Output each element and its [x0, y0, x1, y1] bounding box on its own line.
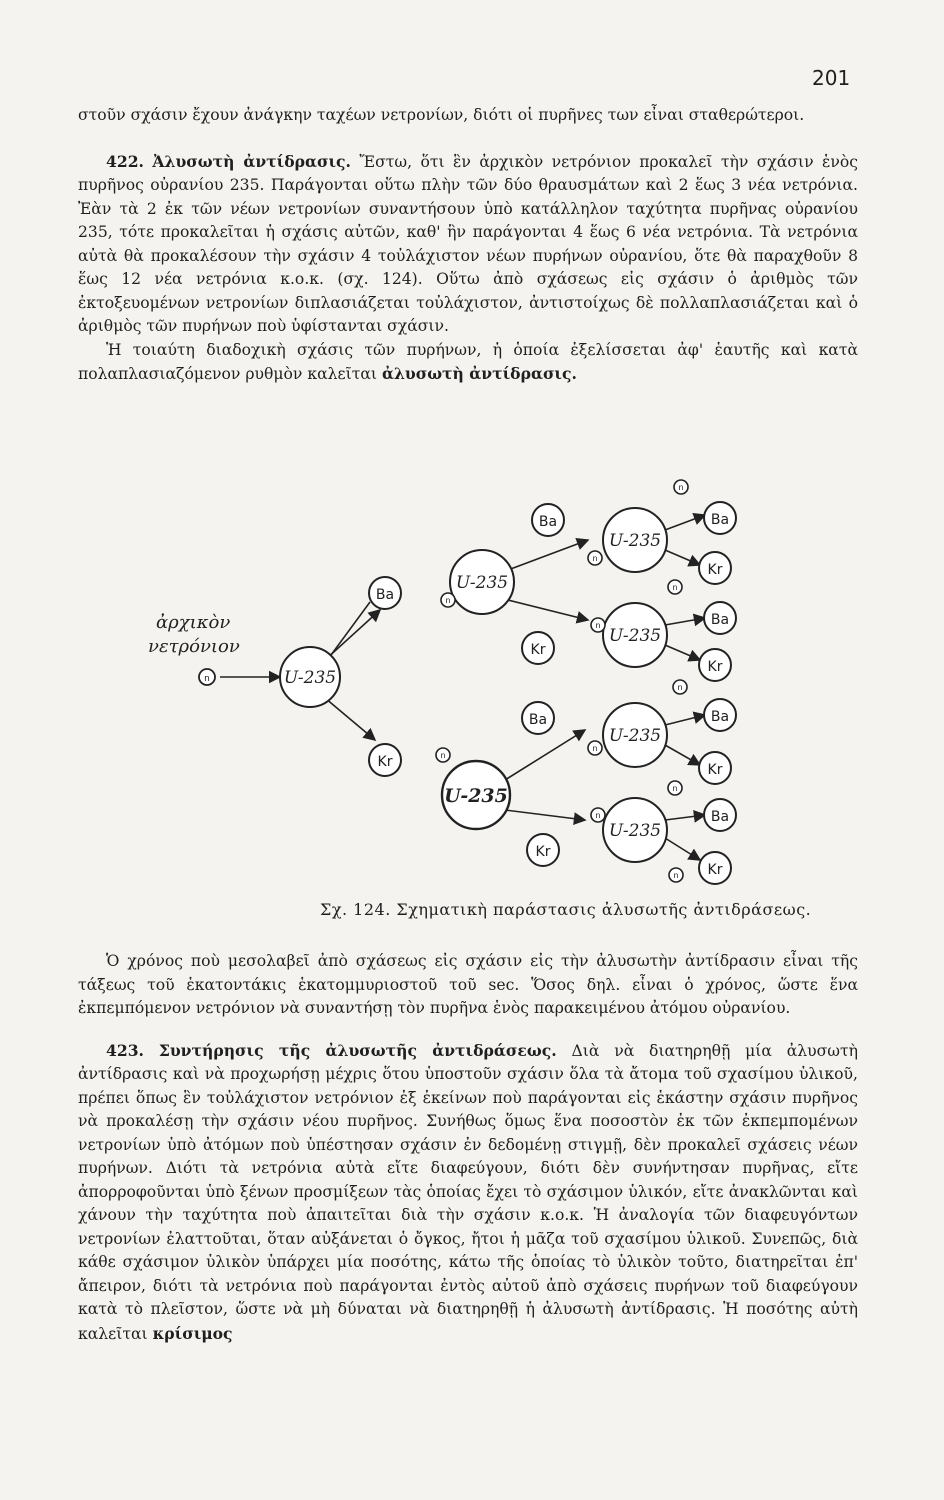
barium-label: Ba — [710, 709, 730, 725]
neutron-label: n — [678, 483, 684, 492]
neutron-label: n — [677, 683, 683, 692]
krypton-label: Kr — [707, 659, 723, 675]
section-423-title: Συντήρησις τῆς ἀλυσωτῆς ἀντιδράσεως. — [158, 1040, 557, 1060]
neutron-label: n — [672, 784, 678, 793]
uranium-nucleus-gen2-a — [450, 550, 514, 614]
section-423-number: 423. — [106, 1040, 144, 1060]
uranium-nucleus-gen1 — [280, 647, 340, 707]
barium-gen3-1 — [704, 502, 736, 534]
neutron-label: n — [673, 871, 679, 880]
krypton-label: Kr — [535, 844, 551, 860]
text-block-bottom — [78, 950, 858, 1346]
uranium-nucleus-gen3-1 — [603, 508, 667, 572]
krypton-gen3-4 — [699, 852, 731, 884]
krypton-gen3-3 — [699, 752, 731, 784]
para-422 — [78, 150, 858, 339]
emitted-neutron-1 — [674, 480, 688, 494]
barium-gen3-3 — [704, 699, 736, 731]
neutron-gen3-2 — [591, 618, 605, 632]
chain-reaction-figure — [130, 470, 770, 900]
krypton-gen1 — [369, 744, 401, 776]
neutron-label: n — [595, 621, 601, 630]
uranium-label: U-235 — [608, 626, 662, 646]
krypton-label: Kr — [707, 562, 723, 578]
krypton-gen3-2 — [699, 649, 731, 681]
initial-neutron-label-line1: ἀρχικὸν — [156, 612, 231, 633]
uranium-label: U-235 — [608, 821, 662, 841]
barium-gen2-a — [532, 504, 564, 536]
uranium-nucleus-gen2-b — [442, 761, 510, 829]
barium-label: Ba — [710, 809, 730, 825]
initial-neutron-label-line2: νετρόνιον — [148, 636, 240, 657]
text-block-top — [78, 104, 858, 387]
section-422-title: Ἀλυσωτὴ ἀντίδρασις. — [152, 151, 351, 171]
initial-neutron-label — [148, 612, 240, 657]
para-423 — [78, 1039, 858, 1347]
krypton-gen2-b — [527, 834, 559, 866]
krypton-label: Kr — [377, 754, 393, 770]
emitted-neutron-5 — [669, 868, 683, 882]
krypton-label: Kr — [707, 862, 723, 878]
barium-gen3-2 — [704, 602, 736, 634]
krypton-gen3-1 — [699, 552, 731, 584]
section-423-body: Διὰ νὰ διατηρηθῇ μία ἀλυσωτὴ ἀντίδρασις καὶ νὰ προχωρήσῃ μέχρις ὅτου ὑποστοῦν σχάσιν ὅλα τὰ ἄτομα τοῦ σχασίμου ὑλικοῦ, πρέπει ὅπως ἓν τοὐλάχιστον νετρόνιον ἐξ ἐκείνων ποὺ παράγονται εἰς ἑκάστην σχάσιν πυρῆνος νὰ προκαλέσῃ τὴν σχάσιν νέου πυρῆνος. Συνήθως ὅμως ἕνα ποσοστὸν ἐκ τῶν ἐκπεμπομένων νετρονίων ὑπὸ ἀτόμων ποὺ ὑπέστησαν σχάσιν ἐν δεδομένῃ στιγμῇ, δὲν προκαλεῖ σχάσεις νέων πυρήνων. Διότι τὰ νετρόνια αὐτὰ εἴτε διαφεύγουν, διότι δὲν συνήντησαν πυρῆνας, εἴτε ἀπορροφοῦνται ὑπὸ ξένων προσμίξεων τὰς ὁποίας ἔχει τὸ σχάσιμον ὑλικόν, εἴτε ἀνακλῶνται καὶ χάνουν τὴν ταχύτητα ποὺ ἀπαιτεῖται διὰ τὴν σχάσιν κ.ο.κ. Ἡ ἀναλογία τῶν διαφευγόντων νετρονίων ἐλαττοῦται, ὅταν αὐξάνεται ὁ ὄγκος, ἤτοι ἡ μᾶζα τοῦ σχασίμου ὑλικοῦ. Συνεπῶς, διὰ κάθε σχάσιμον ὑλικὸν ὑπάρχει μία ποσότης, κάτω τῆς ὁποίας τὸ ὑλικὸν τοῦτο, διατηρεῖται ἐπ' ἄπειρον, διότι τὰ νετρόνια ποὺ παράγονται ἐντὸς αὐτοῦ ἀπὸ σχάσεις πυρήνων τοῦ διαφεύγουν κατὰ τὸ πλεῖστον, ὥστε νὰ μὴ δύναται νὰ διατηρηθῇ ἡ ἀλυσωτὴ ἀντίδρασις. Ἡ ποσότης αὐτὴ καλεῖται — [78, 1041, 858, 1343]
uranium-label: U-235 — [608, 531, 662, 551]
para-422-definition — [78, 339, 858, 387]
neutron-gen3-4 — [591, 808, 605, 822]
neutron-gen2-a — [441, 593, 455, 607]
emitted-neutron-3 — [673, 680, 687, 694]
section-422-body2: Ἡ τοιαύτη διαδοχικὴ σχάσις τῶν πυρήνων, ἡ ὁποία ἐξελίσσεται ἀφ' ἑαυτῆς καὶ κατὰ πολαπλασιαζόμενον ρυθμὸν καλεῖται — [78, 340, 858, 383]
uranium-label: U-235 — [608, 726, 662, 746]
emitted-neutrons — [668, 480, 688, 882]
neutron-initial — [199, 669, 215, 685]
neutron-label: n — [592, 554, 598, 563]
para-intro: στοῦν σχάσιν ἔχουν ἀνάγκην ταχέων νετρονίων, διότι οἱ πυρῆνες των εἶναι σταθερώτεροι. — [78, 106, 805, 124]
barium-label: Ba — [710, 512, 730, 528]
barium-gen1 — [369, 577, 401, 609]
uranium-label: U-235 — [455, 573, 509, 593]
section-422-body: Ἔστω, ὅτι ἓν ἀρχικὸν νετρόνιον προκαλεῖ τὴν σχάσιν ἑνὸς πυρῆνος οὐρανίου 235. Παράγονται οὕτω πλὴν τῶν δύο θραυσμάτων καὶ 2 ἕως 3 νέα νετρόνια. Ἐὰν τὰ 2 ἐκ τῶν νέων νετρονίων συναντήσουν ὑπὸ κατάλληλον ταχύτητα πυρῆνας οὐρανίου 235, τότε προκαλεῖται ἡ σχάσις αὐτῶν, καθ' ἣν παράγονται 4 ἕως 6 νέα νετρόνια. Τὰ νετρόνια αὐτὰ θὰ προκαλέσουν τὴν σχάσιν 4 τοὐλάχιστον νέων πυρήνων οὐρανίου, ὅτε θὰ παραχθοῦν 8 ἕως 12 νέα νετρόνια κ.ο.κ. (σχ. 124). Οὕτω ἀπὸ σχάσεως εἰς σχάσιν ὁ ἀριθμὸς τῶν ἐκτοξευομένων νετρονίων διπλασιάζεται τοὐλάχιστον, ἀντιστοίχως δὲ πολλαπλασιάζεται καὶ ὁ ἀριθμὸς τῶν πυρήνων ποὺ ὑφίστανται σχάσιν. — [78, 152, 858, 335]
emitted-neutron-2 — [668, 580, 682, 594]
page-number: 201 — [812, 66, 851, 90]
figure-caption: Σχ. 124. Σχηματικὴ παράστασις ἀλυσωτῆς ἀντιδράσεως. — [320, 900, 812, 919]
barium-gen3-4 — [704, 799, 736, 831]
para-time: Ὁ χρόνος ποὺ μεσολαβεῖ ἀπὸ σχάσεως εἰς σχάσιν εἰς τὴν ἀλυσωτὴν ἀντίδρασιν εἶναι τῆς τάξεως τοῦ ἑκατοντάκις ἑκατομμυριοστοῦ τοῦ sec. Ὅσος δηλ. εἶναι ὁ χρόνος, ὥστε ἕνα ἐκπεμπόμενον νετρόνιον νὰ συναντήσῃ τὸν πυρῆνα ἑνὸς παρακειμένου ἀτόμου οὐρανίου. — [78, 952, 858, 1017]
barium-label: Ba — [375, 587, 395, 603]
critical-term: κρίσιμος — [152, 1323, 233, 1343]
krypton-label: Kr — [530, 642, 546, 658]
neutron-label: n — [445, 596, 451, 605]
uranium-label: U-235 — [444, 785, 508, 807]
neutron-label: n — [440, 751, 446, 760]
uranium-nucleus-gen3-2 — [603, 603, 667, 667]
uranium-nucleus-gen3-4 — [603, 798, 667, 862]
barium-gen2-b — [522, 702, 554, 734]
barium-label: Ba — [538, 514, 558, 530]
section-422-number: 422. — [106, 151, 144, 171]
krypton-label: Kr — [707, 762, 723, 778]
krypton-gen2-a — [522, 632, 554, 664]
neutron-label: n — [592, 744, 598, 753]
uranium-label: U-235 — [283, 668, 337, 688]
neutron-label: n — [204, 674, 210, 684]
barium-label: Ba — [528, 712, 548, 728]
emitted-neutron-4 — [668, 781, 682, 795]
neutron-gen3-3 — [588, 741, 602, 755]
neutron-label: n — [595, 811, 601, 820]
neutron-gen2-b — [436, 748, 450, 762]
uranium-nucleus-gen3-3 — [603, 703, 667, 767]
neutron-gen3-1 — [588, 551, 602, 565]
neutron-label: n — [672, 583, 678, 592]
barium-label: Ba — [710, 612, 730, 628]
chain-reaction-term: ἀλυσωτὴ ἀντίδρασις. — [381, 364, 577, 383]
